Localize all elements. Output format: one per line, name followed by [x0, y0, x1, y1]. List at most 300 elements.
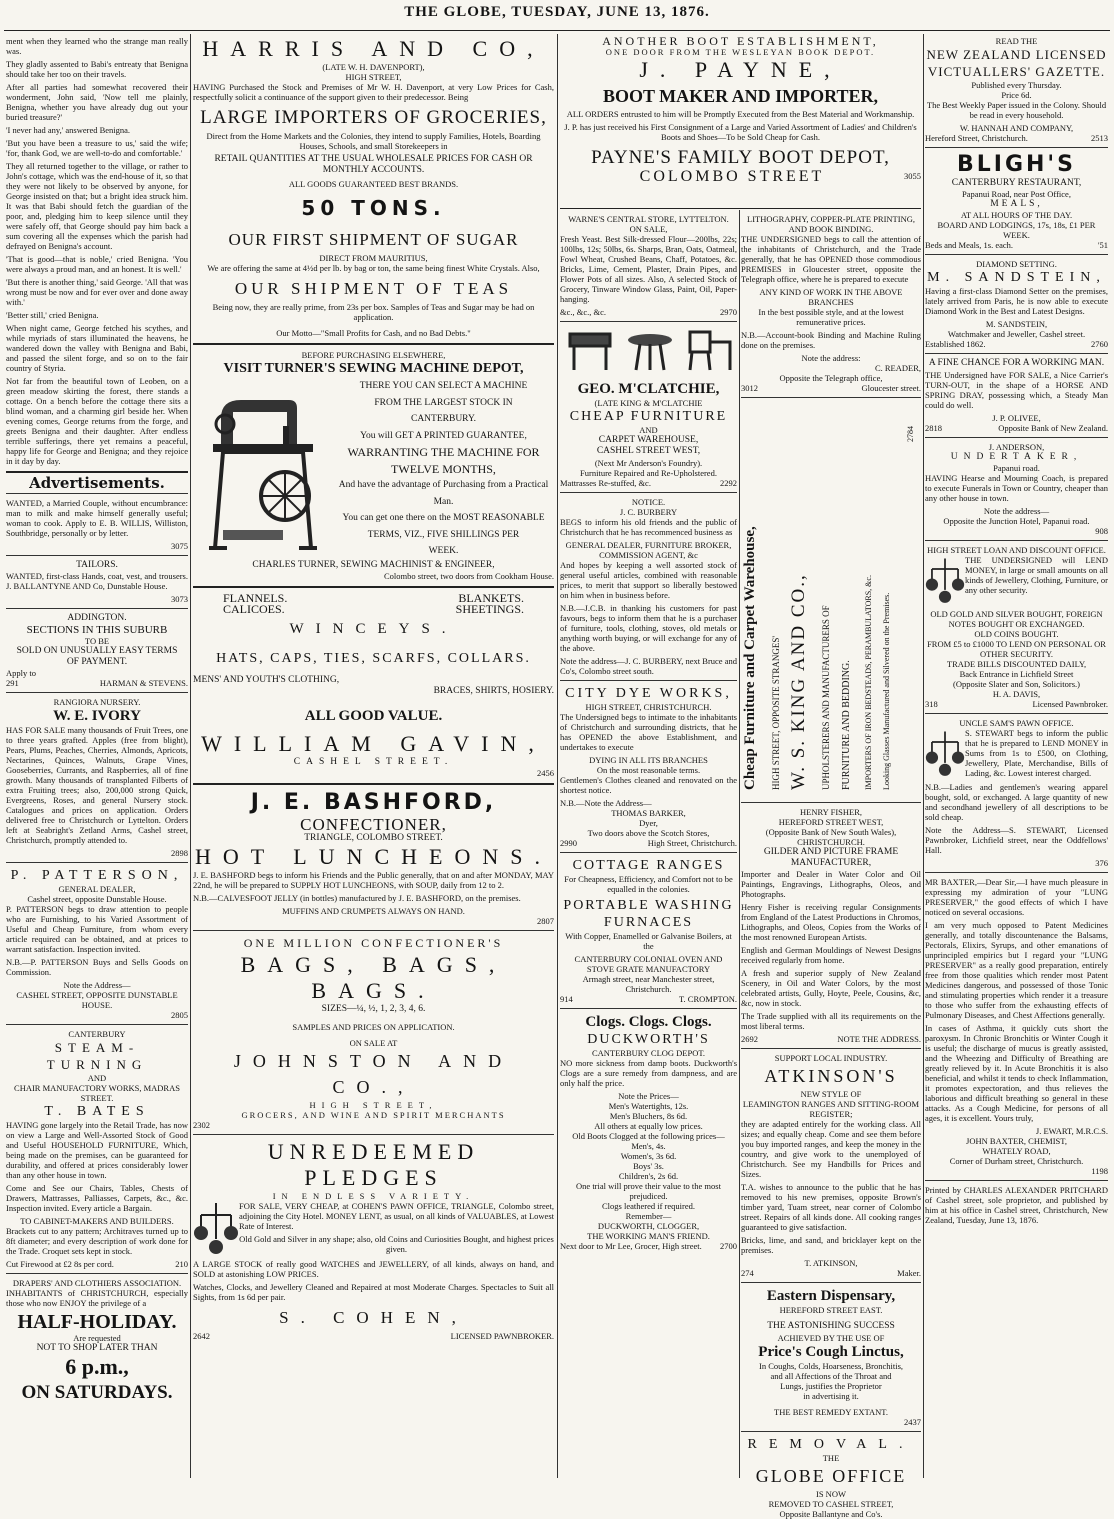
ad-footer [6, 1259, 188, 1269]
ad-text: Back Entrance in Lichfield Street [959, 668, 1074, 679]
ad-text: MEALS, [990, 199, 1043, 210]
ad-text: Licensed Pawnbroker. [1032, 698, 1108, 709]
ad-text: Opposite Ballantyne and Co's. [779, 1508, 883, 1519]
ad-text: A LARGE STOCK of really good WATCHES and JEWELLERY, of all kinds, always on hand, and SOLD at astonishing LOW PRICES. [193, 1258, 554, 1279]
ad-text: And have the advantage of Purchasing from a Practical Man. [338, 480, 549, 507]
ad-text: LEAMINGTON RANGES AND SITTING-ROOM REGISTER; [742, 1099, 920, 1120]
ad-text: You can get one there on the MOST REASONABLE [342, 513, 545, 524]
ad-text: Men's, 4s. [631, 1140, 666, 1151]
ad-number: 2760 [1091, 339, 1108, 350]
ad-text: CHRISTCHURCH. [797, 837, 865, 847]
ad-text: THE UNDERSIGNED begs to call the attention of the inhabitants of Christchurch, and the Trade generally, that he has OPENED those commodious PREMISES in Gloucester street, opposite the Telegraph office, where he is prepared to execute [741, 234, 921, 284]
ad-text: One trial will prove their value to the most prejudiced. [576, 1180, 721, 1201]
ad-footer [560, 1241, 737, 1251]
column-5 [925, 36, 1108, 1476]
masthead-rule [4, 30, 1110, 31]
ad-number: 2784 [906, 426, 915, 442]
gavin-row [193, 604, 554, 615]
ad-text: Women's, 3s 6d. [620, 1150, 677, 1161]
ad-text: Old Boots Clogged at the following prices— [572, 1130, 725, 1141]
divider [193, 343, 554, 345]
ad-text: In Coughs, Colds, Hoarseness, Bronchitis, [758, 1360, 904, 1371]
ad-heading: TAILORS. [76, 560, 118, 571]
divider [741, 397, 921, 398]
ad-text: THERE YOU CAN SELECT A MACHINE [359, 381, 528, 392]
payne-name: J. PAYNE, [639, 57, 842, 83]
ad-number: 2805 [171, 1010, 188, 1021]
ad-text: N.B.—P. PATTERSON Buys and Sells Goods on Commission. [6, 957, 188, 978]
story-paragraph: After all parties had somewhat recovered their wonderment, John said, 'Now tell me plainly, Benigna, whether you have already dug out your buried treasure?' [6, 82, 188, 122]
johnston-bags: BAGS, BAGS, BAGS. [240, 952, 507, 1004]
ad-text: MENS' AND YOUTH'S CLOTHING, [193, 674, 340, 685]
ad-text: ONE MILLION CONFECTIONER'S [243, 936, 504, 951]
serial-story [6, 36, 188, 466]
ad-text: C. READER, [874, 363, 921, 373]
divider [560, 492, 737, 493]
story-paragraph: Not far from the beautiful town of Leoben, on a green meadow skirting the forest, there stands a cottage. On a bench before the cottage there sits a blind woman, and a charming girl beside her. When evening comes, George returns from the forge, and greets Benigna and their daughter. After endless terrible sufferings, there yet remains a peaceful, happy life for George and Benigna; and they rejoice in it day by day. [6, 376, 188, 466]
divider [925, 437, 1108, 438]
ad-text: Opposite the Junction Hotel, Papanui road. [943, 515, 1090, 526]
ad-text: Being now, they are really prime, from 23s per box. Samples of Teas and Sugar may be had on application. [212, 302, 535, 323]
ad-text: CHAIR MANUFACTORY WORKS, MADRAS STREET. [14, 1083, 180, 1104]
ad-text: A fresh and superior supply of New Zealand Scenery, in Oil and Water Colors, by the most celebrated artists, Gully, Hoyte, Peele, Cousins, &c, &c, now in stock. [741, 968, 921, 1009]
ad-text: Dyer, [639, 817, 658, 828]
ad-text: BRACES, SHIRTS, HOSIERY. [433, 685, 554, 696]
ad-number: 2437 [904, 1416, 921, 1427]
linctus-name: Price's Cough Linctus, [758, 1343, 904, 1360]
ad-number: 2970 [720, 307, 737, 317]
ad-text: AND [639, 425, 658, 436]
story-paragraph: When night came, George fetched his scythes, and while myriads of stars illuminated the heavens, he wandered down the valley with Benigna and Babi, and passed the silent forge, and so on to the fair country of Styria. [6, 323, 188, 373]
column-1 [6, 36, 188, 1476]
ad-text: NO more sickness from damp boots. Duckworth's Clogs are a sure remedy from dampness, and are only half the price. [560, 1057, 737, 1088]
ad-text: Henry Fisher is receiving regular Consignments from England of the Latest Productions in Chromos, Lithographs, and Oleos, Copies from the Works of the most renowned European Artists. [741, 902, 921, 943]
ad-text: IN ENDLESS VARIETY. [272, 1190, 475, 1201]
ad-heading: WARNE'S CENTRAL STORE, LYTTELTON. [568, 214, 729, 224]
mclatchie-name: GEO. M'CLATCHIE, [577, 381, 720, 398]
divider [6, 692, 188, 693]
ad-heading: A FINE CHANCE FOR A WORKING MAN. [928, 358, 1105, 369]
ad-text: I am very much opposed to Patent Medicines generally, and totally discountenance the Balsams, Pectorals, Elixirs, Syrups, and other emanations of unprincipled empirics but I regard your "LUNG PRESERVER" as a really good preparation, entirely free from those qualities which render most Patent Medicines dangerous, and possessed of those Tonic and stimulating properties which render it a treasure to those who suffer from the exhausting effects of Pulmonary Diseases, and Chest Affections generally. [925, 919, 1108, 1020]
ad-text: H. A. DAVIS, [992, 688, 1041, 699]
ad-text: CALICOES. [223, 602, 285, 617]
ad-text: AT ALL HOURS OF THE DAY. [960, 210, 1073, 221]
ad-text: HAVING Purchased the Stock and Premises of Mr W. H. Davenport, at very Low Prices for Cash, respectfully solicit a continuance of the support given to their predecessor. Being [193, 82, 554, 102]
ad-text: Papanui Road, near Post Office, [962, 189, 1071, 200]
ad-footer [560, 994, 737, 1004]
column-2 [193, 36, 554, 1476]
ad-text: Note the address—J. C. BURBERY, next Bruce and Co's, Colombo street south. [560, 655, 737, 676]
ad-text: TRADE BILLS DISCOUNTED DAILY, [946, 658, 1087, 669]
ad-text: Old Gold and Silver in any shape; also, old Coins and Curiosities Bought, and highest prices given. [239, 1233, 554, 1254]
ad-text: FROM £5 to £1000 TO LEND ON PERSONAL OR OTHER SECURITY. [927, 638, 1106, 659]
ad-text: OF PAYMENT. [66, 657, 128, 668]
ad-footer [193, 1331, 554, 1341]
divider [193, 930, 554, 931]
ad-number: 2818 [925, 422, 942, 433]
ad-text: Corner of Durham street, Christchurch. [949, 1155, 1084, 1166]
pawnbroker-balls-icon [925, 555, 965, 609]
cohen-name: S. COHEN, [279, 1307, 468, 1327]
ad-text: High Street, Christchurch. [647, 837, 737, 848]
ad-text: Gloucester street. [861, 383, 921, 393]
ad-text: Apply to [6, 668, 36, 679]
ad-text: and all Affections of the Throat and [770, 1370, 892, 1381]
ad-text: TRIANGLE, COLOMBO STREET. [304, 833, 443, 844]
ad-text: THE Undersigned have FOR SALE, a Nice Carrier's TURN-OUT, in the shape of a HORSE AND SPRING DRAY, possessing which, a Steady Man could do well. [925, 369, 1108, 410]
ad-number: 2990 [560, 837, 577, 848]
ad-text: DUCKWORTH'S [587, 1031, 710, 1047]
ad-number: 2456 [537, 768, 554, 779]
ad-text: Note the Address— [63, 980, 131, 991]
ad-text: English and German Mouldings of Newest Designs received regularly from home. [741, 945, 921, 966]
ad-text: T.A. wishes to announce to the public that he has removed to his new premises, opposite Brown's timber yard, Tuam street, near corner of Colombo street. Repairs of all kinds done. All cooking ranges guaranteed to give satisfaction. [741, 1182, 921, 1233]
ad-text: DIAMOND SETTING. [976, 259, 1057, 270]
ad-number: 1198 [1091, 1165, 1108, 1176]
gavin-value: ALL GOOD VALUE. [304, 707, 443, 724]
ad-text: T. ATKINSON, [804, 1258, 858, 1269]
ad-number: 2898 [171, 848, 188, 859]
atkinson-name: ATKINSON'S [764, 1066, 898, 1087]
divider [6, 1273, 188, 1274]
ad-text: HEREFORD STREET EAST. [779, 1305, 883, 1316]
ad-text: MR BAXTER,—Dear Sir,—I have much pleasure in expressing my admiration of your "LUNG PRESERVER," the good effects of which I have noticed on several occasions. [925, 876, 1108, 917]
ad-text: COLOMBO STREET [639, 168, 825, 186]
ad-text: All others at equally low prices. [594, 1120, 703, 1131]
ad-text: HIGH STREET, [309, 1099, 438, 1110]
ad-text: Opposite the Telegraph office, [779, 373, 883, 383]
ad-text: HIGH STREET, [345, 72, 402, 82]
ad-number: 3012 [741, 383, 758, 393]
ad-text: Boys' 3s. [633, 1160, 664, 1171]
ad-text: J. P. OLIVEE, [992, 412, 1041, 423]
ad-text: AND [87, 1073, 107, 1084]
ad-text: Men's Watertights, 12s. [608, 1100, 689, 1111]
ad-text: And hopes by keeping a well assorted stock of general useful articles, combined with reasonable prices, to merit that support so liberally bestowed on him when in business before. [560, 559, 737, 600]
ad-ivory: HAS FOR SALE many thousands of Fruit Trees, one to three years grafted. Apples (free from blight), Pears, Plums, Peaches, Cherries, Almonds, Apricots, Nectarines, Quinces, Walnuts, Grape Vines, Gooseberries, Currants, and Raspberries, all of fine growth. Many thousands of transplanted Filberts of extra Fruiting trees; also, 200,000 strong Quick, Evergreens, Roses, and general Nursery stock. Catalogues and prices on application. Orders delivered free to Christchurch or Lyttelton. Orders left at Seabright's Zetland Arms, Cashel street, Christchurch, promptly attended to. [6, 725, 188, 846]
ad-number: 3075 [171, 541, 188, 552]
divider [925, 353, 1108, 354]
ad-heading: RANGIORA NURSERY. [53, 697, 141, 708]
printer-imprint: Printed by CHARLES ALEXANDER PRITCHARD of Cashel street, sole proprietor, and published by him at his office in Cashel street, Christchurch, New Zealand, Tuesday, June 13, 1876. [925, 1184, 1108, 1225]
ad-text: Armagh street, near Manchester street, Christchurch. [582, 973, 715, 994]
ad-text: ALL GOODS GUARANTEED BEST BRANDS. [288, 179, 459, 190]
ad-text: Next door to Mr Lee, Grocer, High street. [560, 1240, 702, 1251]
divider [925, 540, 1108, 541]
ad-text: Cut Firewood at £2 8s per cord. [6, 1259, 114, 1270]
ad-text: On the most reasonable terms. [596, 764, 701, 775]
ad-text: In cases of Asthma, it quickly cuts short the paroxysm. In Chronic Bronchitis or Winter Cough it is useful; the discharge of mucus is greatly assisted, and the Wheezing and Difficulty of Breathing are greatly relieved by it. In Acute Bronchitis it is also beneficial, and whilst it tends to check Inflammation, it promotes expectoration, and thus relieves the laborious and difficult breathing so general in these attacks. As a Cough Medicine, for persons of all ages, it is excellent. Yours truly, [925, 1022, 1108, 1123]
cottage-heading: COTTAGE RANGES [572, 857, 725, 873]
bashford-hot: HOT LUNCHEONS. [194, 844, 553, 870]
ad-text: READ THE [995, 36, 1038, 46]
ad-text: DUCKWORTH, CLOGGER, [597, 1220, 700, 1231]
divider [741, 1048, 921, 1049]
ad-text: ALL ORDERS entrusted to him will be Promptly Executed from the Best Material and Workmanship. [566, 109, 915, 120]
ad-text: OLD GOLD AND SILVER BOUGHT, FOREIGN NOTES BOUGHT OR EXCHANGED. [930, 608, 1103, 629]
ad-text: (LATE W. H. DAVENPORT), [322, 62, 425, 72]
dispensary-name: Eastern Dispensary, [766, 1288, 896, 1305]
ad-text: NOTE THE ADDRESS. [837, 1034, 921, 1045]
ad-text: HEREFORD STREET WEST, [778, 817, 884, 827]
divider [193, 586, 554, 588]
ad-text: Hereford Street, Christchurch. [925, 133, 1028, 143]
divider [925, 713, 1108, 714]
ad-text: &c., &c., &c. [560, 307, 607, 317]
ad-number: 2292 [720, 477, 737, 488]
ad-heading: DRAPERS' AND CLOTHIERS ASSOCIATION. [12, 1278, 182, 1289]
ad-text: CASHEL STREET, OPPOSITE DUNSTABLE HOUSE. [16, 990, 178, 1011]
ad-text: Having a first-class Diamond Setter on the premises, lately arrived from Paris, he is now able to execute Diamond Work in the Best and Latest Designs. [925, 286, 1108, 317]
divider [6, 1024, 188, 1025]
divider [925, 872, 1108, 873]
ad-tailors: WANTED, first-class Hands, coat, vest, and trousers. J. BALLANTYNE AND Co, Dunstable House. [6, 571, 188, 592]
ad-text: Looking Glasses Manufactured and Silvered on the Premises. [882, 592, 891, 790]
ad-text: Note the address— [983, 505, 1050, 516]
ad-text: SOLD ON UNUSUALLY EASY TERMS [16, 645, 178, 656]
story-paragraph: 'That is good—that is noble,' cried Benigna. 'You were always a proud man, and an honest. It is well.' [6, 254, 188, 274]
ad-name: STEAM-TURNING [46, 1040, 148, 1073]
ad-text: Fresh Yeast. Best Silk-dressed Flour—200lbs, 22s; 100lbs, 12s; 50lbs, 6s. Sharps, Bran, Oats, Oatmeal, Fowl Wheat, Crushed Beans, Chaff, Potatoes, &c. Bricks, Lime, Cement, Plaster, Drain Pipes, and Flower Pots of all sizes. Also, A selected Stock of Grocery, Tinware Window Glass, Paint, Oil, Paper-hanging. [560, 234, 737, 304]
column-rule [190, 34, 191, 1478]
ad-text: they are adapted entirely for the working class. All sizes; and equally cheap. Come and see them before you buy imported ranges, and keep the money in the country, and give work to the unemployed of Christchurch. See my Handbills for Prices and Sizes. [741, 1119, 921, 1180]
ad-text: CANTERBURY. [410, 414, 477, 425]
ad-text: N.B.—Account-book Binding and Machine Ruling done on the premises. [741, 330, 921, 350]
ad-text: Children's, 2s 6d. [618, 1170, 679, 1181]
column-rule [739, 210, 740, 1478]
ad-text: HIGH STREET, OPPOSITE STRANGES' [771, 636, 781, 790]
ad-text: Note the Prices— [618, 1090, 679, 1101]
ad-text: N.B.—CALVESFOOT JELLY (in bottles) manufactured by J. E. BASHFORD, on the premises. [193, 893, 521, 904]
ad-text: TERMS, VIZ., FIVE SHILLINGS PER [367, 529, 520, 540]
ad-text: OLD COINS BOUGHT. [974, 628, 1059, 639]
ad-text: Colombo street, two doors from Cookham House. [384, 571, 554, 582]
ad-text: ONE DOOR FROM THE WESLEYAN BOOK DEPOT. [605, 47, 876, 58]
divider [741, 1282, 921, 1283]
divider [560, 321, 737, 322]
ad-text: We are offering the same at 4½d per lb. by bag or ton, the same being finest White Crystals. Also, [207, 263, 540, 274]
ad-text: Price 6d. [1001, 90, 1032, 100]
ad-name: W. E. IVORY [53, 708, 141, 725]
ad-text: Papanui road. [993, 462, 1040, 473]
divider [6, 493, 188, 494]
ad-text: THOMAS BARKER, [611, 807, 686, 818]
ad-text: CANTERBURY RESTAURANT, [951, 178, 1082, 188]
ad-footer [560, 478, 737, 488]
ad-text: CASHEL STREET. [293, 756, 454, 767]
ad-text: M. SANDSTEIN, [985, 319, 1048, 330]
six-pm: 6 p.m., [65, 1354, 129, 1380]
ad-text: DYING IN ALL ITS BRANCHES [589, 754, 708, 765]
gavin-name: WILLIAM GAVIN, [201, 730, 546, 756]
column-3 [560, 214, 737, 1476]
ad-text: Men's Bluchers, 8s 6d. [609, 1110, 688, 1121]
ad-text: THE UNDERSIGNED will LEND MONEY, in large or small amounts on all kinds of Jewellery, Clothing, Furniture, or any other security. [965, 554, 1108, 595]
ad-text: MUFFINS AND CRUMPETS ALWAYS ON HAND. [282, 906, 465, 917]
column-rule [557, 34, 558, 1478]
ad-footer [6, 678, 188, 688]
payne-advert [560, 36, 921, 196]
davis-body [925, 555, 1108, 609]
ad-text: NEW STYLE OF [800, 1089, 862, 1100]
ad-text: Bricks, lime, and sand, and bricklayer kept on the premises. [741, 1235, 921, 1256]
ad-text: HIGH STREET, CHRISTCHURCH. [585, 701, 712, 712]
divider [6, 608, 188, 609]
story-paragraph: 'But you have been a treasure to us,' said the wife; 'for, thank God, we are well-to-do and comfortable.' [6, 138, 188, 158]
ad-heading: LITHOGRAPHY, COPPER-PLATE PRINTING, AND BOOK BINDING. [747, 214, 915, 234]
ad-heading: UNCLE SAM'S PAWN OFFICE. [959, 717, 1074, 728]
divider [560, 1008, 737, 1009]
ad-text: SIZES—¼, ½, 1, 2, 3, 4, 6. [321, 1004, 426, 1015]
ad-text: For Cheapness, Efficiency, and Comfort not to be equalled in the colonies. [564, 873, 733, 894]
ad-motto: Our Motto—"Small Profits for Cash, and no Bad Debts." [276, 328, 471, 339]
ad-text: T. CROMPTON. [678, 993, 737, 1004]
ad-number: 274 [741, 1268, 754, 1279]
ad-number: 210 [175, 1259, 188, 1270]
ad-text: THE ASTONISHING SUCCESS [767, 1321, 895, 1332]
ad-text: CANTERBURY CLOG DEPOT. [591, 1047, 706, 1058]
sandstein-name: M. SANDSTEIN, [927, 270, 1106, 286]
story-paragraph: 'I never had any,' answered Benigna. [6, 125, 131, 135]
ad-text: TWELVE MONTHS, [391, 461, 496, 476]
turner-heading: VISIT TURNER'S SEWING MACHINE DEPOT, [223, 361, 524, 377]
ad-number: 2692 [741, 1034, 758, 1045]
ad-text: GROCERS, AND WINE AND SPIRIT MERCHANTS [241, 1109, 506, 1120]
ad-text: The Trade supplied with all its requirements on the most liberal terms. [741, 1011, 921, 1032]
ad-text: Beds and Meals, 1s. each. [925, 240, 1014, 251]
teas-heading: OUR SHIPMENT OF TEAS [234, 279, 513, 299]
ad-number: 2302 [193, 1119, 210, 1130]
ad-text: WARRANTING THE MACHINE FOR [347, 445, 540, 460]
ad-footer [925, 240, 1108, 250]
ad-text: TO CABINET-MAKERS AND BUILDERS. [20, 1216, 174, 1227]
ad-text: The Undersigned begs to intimate to the inhabitants of Christchurch and surrounding districts, that he has OPENED the above Establishment, and undertakes to execute [560, 711, 737, 752]
ad-number: 3055 [904, 171, 921, 182]
ad-number: 914 [560, 993, 573, 1004]
ad-text: THE WORKING MAN'S FRIEND. [587, 1230, 710, 1241]
dye-heading: CITY DYE WORKS, [565, 685, 732, 701]
ad-text: CANTERBURY COLONIAL OVEN AND STOVE GRATE MANUFACTORY [574, 953, 723, 974]
sewing-machine-icon [193, 378, 333, 558]
ad-text: Published every Thursday. [971, 80, 1062, 90]
ad-text: J. P. has just received his First Consignment of a Large and Varied Assortment of Ladies' and Children's Boots and Shoes—To be Sold Cheap for Cash. [564, 122, 917, 143]
ad-text: FROM THE LARGEST STOCK IN [374, 397, 513, 408]
column-rule [923, 34, 924, 1478]
cohen-body [193, 1201, 554, 1259]
ad-text: in advertising it. [803, 1390, 859, 1401]
bashford-name: J. E. BASHFORD, [250, 790, 497, 816]
ad-text: ANY KIND OF WORK IN THE ABOVE BRANCHES [759, 287, 903, 307]
ad-heading: HENRY FISHER, [799, 807, 863, 817]
ad-text: RETAIL QUANTITIES AT THE USUAL WHOLESALE PRICES FOR CASH OR MONTHLY ACCOUNTS. [214, 154, 533, 176]
ad-text: THE [822, 1452, 840, 1463]
ad-number: 2513 [1091, 133, 1108, 143]
ad-text: Are requested [73, 1333, 121, 1344]
divider [193, 783, 554, 785]
ad-text: W. S. KING AND CO., [788, 573, 809, 790]
fifty-tons: 50 TONS. [301, 196, 446, 221]
ad-footer [741, 1268, 921, 1278]
ad-number: 291 [6, 678, 19, 689]
ad-text: N.B.—Note the Address— [560, 797, 652, 808]
cohen-text [239, 1201, 554, 1259]
ad-footer [560, 168, 921, 186]
ad-number: 3073 [171, 594, 188, 605]
ad-footer [925, 699, 1108, 709]
ad-text: Remember— [625, 1210, 672, 1221]
ad-number: 2807 [537, 916, 554, 927]
ad-text: LICENSED PAWNBROKER. [450, 1330, 554, 1341]
ad-text: N.B.—J.C.B. in thanking his customers for past favours, begs to inform them that he is a purchaser of furniture, tools, clothing, stoves, old metals or anything worth buying, or will exchange for any of the above. [560, 602, 737, 653]
ad-text: Furniture Repaired and Re-Upholstered. [580, 467, 717, 478]
ad-text: SHEETINGS. [455, 602, 524, 617]
ad-text: W. HANNAH AND COMPANY, [959, 123, 1074, 133]
ad-text: ACHIEVED BY THE USE OF [777, 1332, 885, 1343]
ad-text: The Best Weekly Paper issued in the Colony. Should be read in every household. [926, 100, 1107, 120]
pawnbroker-balls-icon [193, 1201, 239, 1259]
ad-text: UPHOLSTERERS AND MANUFACTURERS OF [821, 605, 831, 790]
ad-signature: CHARLES TURNER, SEWING MACHINIST & ENGINEER, [252, 559, 495, 570]
ad-text: J. ANDERSON, [988, 441, 1045, 452]
ad-footer [925, 133, 1108, 143]
ad-text: Note the Address—S. STEWART, Licensed Pawnbroker, Lichfield street, near the Oddfellows' Hall. [925, 824, 1108, 855]
ad-text: Watchmaker and Jeweller, Cashel street. [947, 329, 1086, 340]
ad-text: CHEAP FURNITURE [569, 409, 728, 425]
ad-text: Importer and Dealer in Water Color and Oil Paintings, Engravings, Lithographs, Oleos, and Photographs. [741, 869, 921, 900]
ad-text: ON SALE, [629, 224, 668, 234]
ad-footer [560, 307, 737, 317]
divider [741, 1431, 921, 1432]
ad-footer [741, 1034, 921, 1044]
ad-heading: ADDINGTON. [67, 613, 127, 624]
ad-text: J. E. BASHFORD begs to inform his Friends and the Public generally, that on and after MONDAY, MAY 22nd, he will be prepared to SUPPLY HOT LUNCHEONS, with SOUP, daily from 12 to 2. [193, 870, 554, 891]
ad-text: Established 1862. [925, 339, 986, 350]
ad-text: (Opposite Slater and Son, Solicitors.) [952, 678, 1080, 689]
divider [560, 680, 737, 681]
cohen-heading: UNREDEEMED PLEDGES [267, 1138, 480, 1190]
removal-heading: REMOVAL. [747, 1436, 915, 1452]
ad-text: SAMPLES AND PRICES ON APPLICATION. [292, 1021, 455, 1032]
ad-text: Watches, Clocks, and Jewellery Cleaned and Repaired at most Moderate Charges. Spectacles to Suit all Sights, from 1s 6d per pair. [193, 1281, 554, 1302]
ad-number: 2642 [193, 1330, 210, 1341]
ad-text: REMOVED TO CASHEL STREET, [768, 1498, 894, 1509]
globe-office: GLOBE OFFICE [755, 1465, 907, 1486]
sugar-heading: OUR FIRST SHIPMENT OF SUGAR [228, 230, 519, 250]
ad-text: BOARD AND LODGINGS, 17s, 18s, £1 PER WEEK. [937, 220, 1096, 241]
story-paragraph: 'But there is another thing,' said George. 'All that was wrong must be now and for ever over and done away with.' [6, 277, 188, 307]
story-paragraph: ment when they learned who the strange man really was. [6, 36, 188, 56]
ad-text: ANOTHER BOOT ESTABLISHMENT, [602, 34, 879, 48]
portable-heading: PORTABLE WASHING FURNACES [563, 897, 734, 930]
turner-text [333, 378, 554, 560]
ad-bates: HAVING gone largely into the Retail Trade, has now on view a Large and Well-Assorted Stock of Good and Useful HOUSEHOLD FURNITURE, Which, being made on the premises, can be guaranteed for durability, and offered at prices considerably lower than any other house in town. [6, 1120, 188, 1181]
ad-text: Direct from the Home Markets and the Colonies, they intend to supply Families, Hotels, Boarding Houses, Schools, and small Storekeepers in [206, 131, 541, 151]
ad-wanted-couple: WANTED, a Married Couple, without encumbrance: man to milk and make himself generally useful; woman to cook. Apply to E. B. WILLIS, Williston, Southbridge, personally or by letter. [6, 498, 188, 539]
furniture-illustration-icon [560, 326, 737, 376]
ad-text: (Opposite Bank of New South Wales), [765, 827, 897, 837]
ad-text: S. STEWART begs to inform the public that he is prepared to LEND MONEY in Sums from 1s to £500, on Clothing, Jewellery, Plate, Merchandise, Bills of Lading, &c. Lowest interest charged. [965, 727, 1108, 778]
ad-text: NOT TO SHOP LATER THAN [36, 1343, 158, 1354]
johnston-name: JOHNSTON AND CO., [233, 1050, 514, 1097]
story-paragraph: 'Better still,' cried Benigna. [6, 310, 99, 320]
divider [741, 802, 921, 803]
ad-drapers: INHABITANTS of CHRISTCHURCH, especially those who now ENJOY the privilege of a [6, 1288, 188, 1309]
ad-text: DIRECT FROM MAURITIUS, [319, 253, 428, 264]
ad-number: 376 [1095, 857, 1108, 868]
ad-text: FURNITURE AND BEDDING. [841, 660, 852, 790]
ad-sections: SECTIONS IN THIS SUBURB [26, 623, 168, 636]
ad-text: GENERAL DEALER, FURNITURE BROKER, COMMISSION AGENT, &c [565, 539, 732, 560]
